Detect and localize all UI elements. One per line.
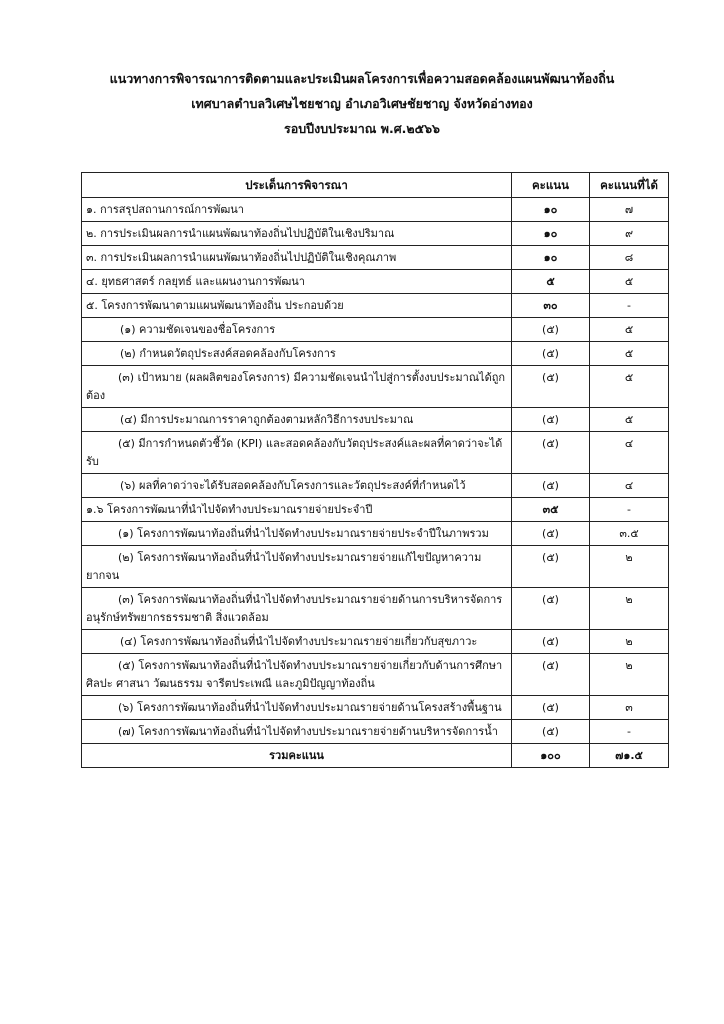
row-obtained: ๓ <box>590 696 669 720</box>
row-score: ๑๐ <box>512 198 590 222</box>
row-item: (๑) โครงการพัฒนาท้องถิ่นที่นำไปจัดทำงบประมาณรายจ่ายประจำปีในภาพรวม <box>82 522 512 546</box>
row-obtained: ๕ <box>590 318 669 342</box>
row-obtained: ๒ <box>590 654 669 696</box>
row-score: (๕) <box>512 366 590 408</box>
row-item: (๗) โครงการพัฒนาท้องถิ่นที่นำไปจัดทำงบประมาณรายจ่ายด้านบริหารจัดการน้ำ <box>82 720 512 744</box>
table-row <box>82 588 669 630</box>
row-item: ๓. การประเมินผลการนำแผนพัฒนาท้องถิ่นไปปฏิบัติในเชิงคุณภาพ <box>82 246 512 270</box>
row-obtained: ๓.๕ <box>590 522 669 546</box>
table-row <box>82 198 669 222</box>
row-score: ๑๐ <box>512 222 590 246</box>
row-score: (๕) <box>512 588 590 630</box>
table-row <box>82 432 669 474</box>
row-obtained: - <box>590 498 669 522</box>
row-score: (๕) <box>512 522 590 546</box>
row-item: (๒) กำหนดวัตถุประสงค์สอดคล้องกับโครงการ <box>82 342 512 366</box>
row-obtained: ๗ <box>590 198 669 222</box>
row-obtained: ๕ <box>590 342 669 366</box>
table-row <box>82 498 669 522</box>
header-score: คะแนน <box>512 173 590 198</box>
row-score: ๑๐ <box>512 246 590 270</box>
document-subtitle-fiscal-year: รอบปีงบประมาณ พ.ศ.๒๕๖๖ <box>284 121 440 136</box>
table-total-row <box>82 744 669 768</box>
table-row <box>82 222 669 246</box>
row-item: (๓) โครงการพัฒนาท้องถิ่นที่นำไปจัดทำงบประมาณรายจ่ายด้านการบริหารจัดการอนุรักษ์ทรัพยากรธรรมชาติ สิ่งแวดล้อม <box>82 588 512 630</box>
table-header-row <box>82 173 669 198</box>
table-row <box>82 546 669 588</box>
row-score: (๕) <box>512 318 590 342</box>
row-item: ๑.๖ โครงการพัฒนาที่นำไปจัดทำงบประมาณรายจ่ายประจำปี <box>82 498 512 522</box>
row-obtained: - <box>590 720 669 744</box>
row-item: (๑) ความชัดเจนของชื่อโครงการ <box>82 318 512 342</box>
row-item: ๕. โครงการพัฒนาตามแผนพัฒนาท้องถิ่น ประกอบด้วย <box>82 294 512 318</box>
row-obtained: ๒ <box>590 588 669 630</box>
table-row <box>82 654 669 696</box>
row-score: (๕) <box>512 342 590 366</box>
row-score: ๕ <box>512 270 590 294</box>
row-obtained: ๕ <box>590 270 669 294</box>
row-item: ๒. การประเมินผลการนำแผนพัฒนาท้องถิ่นไปปฏิบัติในเชิงปริมาณ <box>82 222 512 246</box>
table-row <box>82 342 669 366</box>
row-obtained: ๒ <box>590 630 669 654</box>
row-score: ๓๕ <box>512 498 590 522</box>
table-row <box>82 630 669 654</box>
evaluation-table <box>81 172 669 768</box>
row-item: (๖) โครงการพัฒนาท้องถิ่นที่นำไปจัดทำงบประมาณรายจ่ายด้านโครงสร้างพื้นฐาน <box>82 696 512 720</box>
table-row <box>82 522 669 546</box>
row-obtained: ๕ <box>590 408 669 432</box>
row-item: (๕) มีการกำหนดตัวชี้วัด (KPI) และสอดคล้องกับวัตถุประสงค์และผลที่คาดว่าจะได้รับ <box>82 432 512 474</box>
row-score: (๕) <box>512 720 590 744</box>
row-obtained: ๒ <box>590 546 669 588</box>
table-row <box>82 720 669 744</box>
table-row <box>82 246 669 270</box>
row-item: (๕) โครงการพัฒนาท้องถิ่นที่นำไปจัดทำงบประมาณรายจ่ายเกี่ยวกับด้านการศึกษา ศิลปะ ศาสนา วัฒนธรรม จารีตประเพณี และภูมิปัญญาท้องถิ่น <box>82 654 512 696</box>
row-obtained: ๔ <box>590 474 669 498</box>
row-score: (๕) <box>512 630 590 654</box>
row-score: (๕) <box>512 654 590 696</box>
row-score: (๕) <box>512 546 590 588</box>
table-row <box>82 294 669 318</box>
row-item: ๑. การสรุปสถานการณ์การพัฒนา <box>82 198 512 222</box>
row-obtained: ๔ <box>590 432 669 474</box>
row-score: ๓๐ <box>512 294 590 318</box>
document-subtitle-organization: เทศบาลตำบลวิเศษไชยชาญ อำเภอวิเศษชัยชาญ จังหวัดอ่างทอง <box>191 96 533 111</box>
table-row <box>82 366 669 408</box>
row-obtained: ๙ <box>590 222 669 246</box>
row-item: (๒) โครงการพัฒนาท้องถิ่นที่นำไปจัดทำงบประมาณรายจ่ายแก้ไขปัญหาความยากจน <box>82 546 512 588</box>
table-row <box>82 696 669 720</box>
row-score: (๕) <box>512 696 590 720</box>
table-row <box>82 270 669 294</box>
row-obtained: ๘ <box>590 246 669 270</box>
table-row <box>82 408 669 432</box>
row-score: (๕) <box>512 408 590 432</box>
header-item: ประเด็นการพิจารณา <box>82 173 512 198</box>
row-item: ๔. ยุทธศาสตร์ กลยุทธ์ และแผนงานการพัฒนา <box>82 270 512 294</box>
row-obtained: ๕ <box>590 366 669 408</box>
total-label: รวมคะแนน <box>82 744 512 768</box>
table-row <box>82 318 669 342</box>
row-item: (๔) มีการประมาณการราคาถูกต้องตามหลักวิธีการงบประมาณ <box>82 408 512 432</box>
row-item: (๖) ผลที่คาดว่าจะได้รับสอดคล้องกับโครงการและวัตถุประสงค์ที่กำหนดไว้ <box>82 474 512 498</box>
row-item: (๓) เป้าหมาย (ผลผลิตของโครงการ) มีความชัดเจนนำไปสู่การตั้งงบประมาณได้ถูกต้อง <box>82 366 512 408</box>
document-title: แนวทางการพิจารณาการติดตามและประเมินผลโครงการเพื่อความสอดคล้องแผนพัฒนาท้องถิ่น <box>109 71 615 86</box>
total-obtained: ๗๑.๕ <box>590 744 669 768</box>
table-row <box>82 474 669 498</box>
row-score: (๕) <box>512 474 590 498</box>
row-score: (๕) <box>512 432 590 474</box>
row-obtained: - <box>590 294 669 318</box>
row-item: (๔) โครงการพัฒนาท้องถิ่นที่นำไปจัดทำงบประมาณรายจ่ายเกี่ยวกับสุขภาวะ <box>82 630 512 654</box>
total-score: ๑๐๐ <box>512 744 590 768</box>
header-obtained: คะแนนที่ได้ <box>590 173 669 198</box>
